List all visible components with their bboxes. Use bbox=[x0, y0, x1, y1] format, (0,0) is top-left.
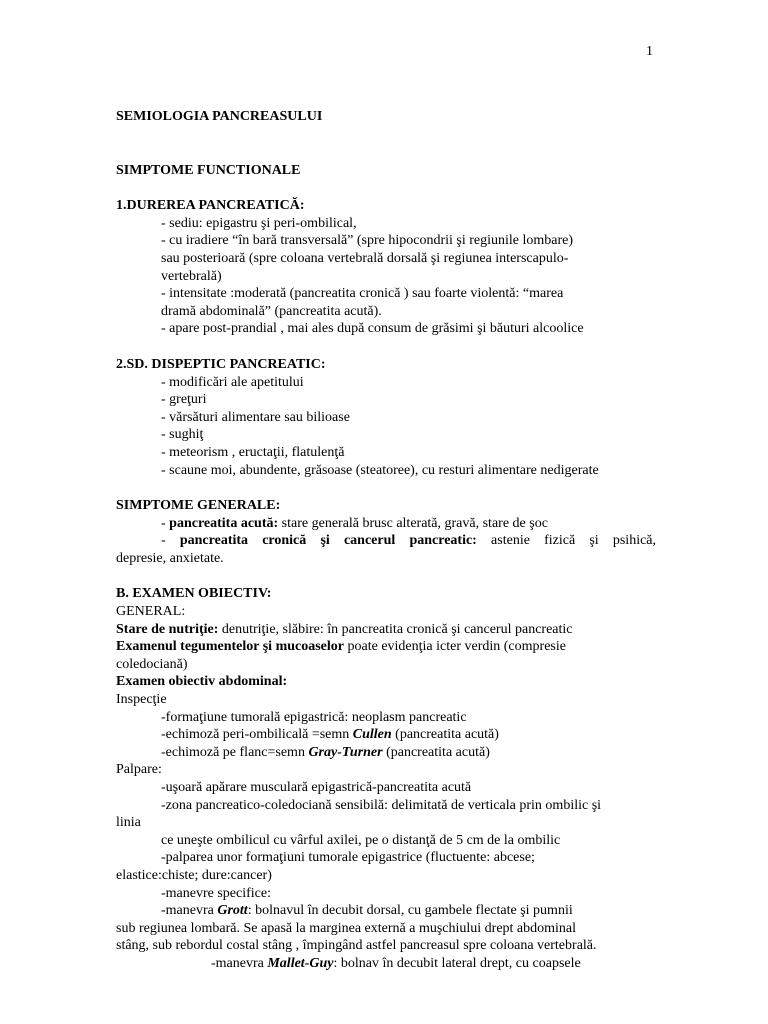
grott-cont: sub regiunea lombară. Se apasă la marginea externă a muşchiului drept abdominal bbox=[116, 920, 577, 936]
inspection-item: -echimoză pe flanc=semn Gray-Turner (pancreatita acută) bbox=[161, 744, 490, 760]
palpation-cont: linia bbox=[116, 815, 141, 831]
pain-line: - apare post-prandial , mai ales după consum de grăsimi şi băuturi alcoolice bbox=[161, 321, 584, 337]
acute-pancreatitis-label: pancreatita acută: bbox=[169, 515, 279, 531]
palpation-item: -zona pancreatico-coledociană sensibilă: delimitată de verticala prin ombilic şi bbox=[161, 797, 602, 813]
pain-line: - cu iradiere “în bară transversală” (spre hipocondrii şi regiunile lombare) bbox=[161, 233, 574, 249]
abdominal-exam-label: Examen obiectiv abdominal: bbox=[116, 674, 288, 690]
acute-pancreatitis-line: - pancreatita acută: stare generală brusc alterată, gravă, stare de şoc bbox=[161, 515, 548, 531]
palpation-item: ce uneşte ombilicul cu vârful axilei, pe o distanţă de 5 cm de la ombilic bbox=[161, 832, 561, 848]
palpation-item: -uşoară apărare musculară epigastrică-pancreatita acută bbox=[161, 780, 472, 795]
mallet-guy-maneuver-line: -manevra Mallet-Guy: bolnav în decubit lateral drept, cu coapsele bbox=[211, 955, 581, 971]
skin-exam-cont: coledociană) bbox=[116, 656, 188, 672]
dyspeptic-item: - meteorism , eructaţii, flatulenţă bbox=[161, 444, 345, 460]
page-number: 1 bbox=[646, 44, 653, 59]
chronic-pancreatitis-line: - pancreatita cronică şi cancerul pancreatic: astenie fizică şi psihică, bbox=[161, 533, 657, 549]
gray-turner-sign: Gray-Turner bbox=[308, 744, 383, 760]
palpation-item: -manevre specifice: bbox=[161, 885, 271, 901]
objective-exam-heading: B. EXAMEN OBIECTIV: bbox=[116, 586, 272, 602]
pain-line: vertebrală) bbox=[161, 268, 222, 284]
inspection-item: -echimoză peri-ombilicală =semn Cullen (pancreatita acută) bbox=[161, 727, 499, 743]
pain-line: - intensitate :moderată (pancreatita cronică ) sau foarte violentă: “marea bbox=[161, 286, 564, 302]
cullen-sign: Cullen bbox=[352, 727, 392, 743]
general-symptoms-heading: SIMPTOME GENERALE: bbox=[116, 498, 281, 514]
inspection-item: -formaţiune tumorală epigastrică: neoplasm pancreatic bbox=[161, 709, 467, 725]
grott-cont: stâng, sub rebordul costal stâng , împingând astfel pancreasul spre coloana vertebrală. bbox=[116, 938, 597, 954]
dyspeptic-item: - sughiţ bbox=[161, 427, 204, 443]
skin-exam-label: Examenul tegumentelor şi mucoaselor bbox=[116, 639, 344, 655]
document-title: SEMIOLOGIA PANCREASULUI bbox=[116, 109, 323, 124]
dyspeptic-item: - greţuri bbox=[161, 392, 207, 408]
skin-exam-line: Examenul tegumentelor şi mucoaselor poate evidenţia icter verdin (compresie bbox=[116, 639, 566, 655]
grott-label: Grott bbox=[217, 903, 248, 919]
chronic-pancreatitis-label: pancreatita cronică şi cancerul pancreatic: bbox=[179, 533, 477, 549]
pain-line: dramă abdominală” (pancreatita acută). bbox=[161, 303, 382, 319]
inspection-label: Inspecţie bbox=[116, 692, 167, 708]
palpation-label: Palpare: bbox=[116, 762, 162, 778]
nutrition-label: Stare de nutriţie: bbox=[116, 621, 219, 637]
dyspeptic-item: - scaune moi, abundente, grăsoase (steatoree), cu resturi alimentare nedigerate bbox=[161, 462, 599, 478]
mallet-guy-label: Mallet-Guy bbox=[267, 955, 334, 971]
pain-heading: 1.DUREREA PANCREATICĂ: bbox=[116, 198, 305, 214]
functional-symptoms-heading: SIMPTOME FUNCTIONALE bbox=[116, 162, 301, 178]
pain-line: - sediu: epigastru şi peri-ombilical, bbox=[161, 215, 357, 231]
chronic-pancreatitis-cont: depresie, anxietate. bbox=[116, 550, 224, 566]
palpation-item: -palparea unor formaţiuni tumorale epigastrice (fluctuente: abcese; bbox=[161, 850, 535, 866]
general-label: GENERAL: bbox=[116, 604, 186, 620]
dyspeptic-item: - modificări ale apetitului bbox=[161, 374, 304, 390]
pain-line: sau posterioară (spre coloana vertebrală dorsală şi regiunea interscapulo- bbox=[161, 250, 569, 266]
grott-maneuver-line: -manevra Grott: bolnavul în decubit dorsal, cu gambele flectate şi pumnii bbox=[161, 903, 573, 919]
dyspeptic-heading: 2.SD. DISPEPTIC PANCREATIC: bbox=[116, 356, 326, 372]
palpation-cont: elastice:chiste; dure:cancer) bbox=[116, 867, 272, 883]
dyspeptic-item: - vărsături alimentare sau bilioase bbox=[161, 409, 350, 425]
nutrition-line: Stare de nutriţie: denutriţie, slăbire: în pancreatita cronică şi cancerul pancreatic bbox=[116, 621, 573, 637]
document-body bbox=[116, 108, 656, 973]
